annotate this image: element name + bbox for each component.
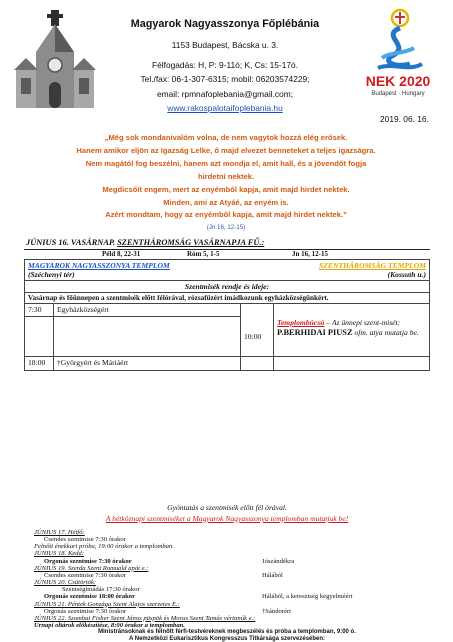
church-right-cell [241, 260, 430, 281]
quote-line: hirdetni nektek. [197, 171, 255, 181]
intention-cell: †Györgyért és Máriáért [54, 357, 241, 371]
church-left-cell [25, 260, 241, 281]
mass-schedule-table [24, 259, 430, 371]
table-row [25, 281, 430, 293]
table-row [25, 260, 430, 281]
office-hours: Félfogadás: H, P: 9-11ó; K, Cs: 15-17ó. [151, 60, 299, 70]
quote-line: Minden, ami az Atyáé, az enyém is. [163, 197, 289, 207]
gospel-quote [40, 132, 412, 235]
reading-3: Jn 16, 12-15 [292, 250, 328, 258]
quote-line: Nem magától fog beszélni, hanem azt mondja el, amit hall, és a jövendőt fogja [85, 158, 367, 168]
quote-line: „Még sok mondanivalóm volna, de nem vagytok hozzá elég erősek. [104, 133, 348, 142]
table-row [25, 357, 430, 371]
quote-reference: (Jn 16, 12-15) [206, 224, 246, 232]
schedule-line: Orgonás szentmise 7:30 órakor [44, 607, 127, 615]
day-heading: JÚNIUS 20. Csütörtök: [34, 579, 97, 587]
parish-title: Magyarok Nagyasszonya Főplébánia [130, 18, 320, 30]
intention-cell: Egyházközségért [54, 304, 241, 317]
schedule-line: Csendes szentmise 7:30 órakor [44, 571, 126, 579]
bulletin-date: 2019. 06. 16. [380, 114, 429, 124]
nek-logo-sub: Budapest · Hungary [371, 91, 425, 97]
quote-line: Megdicsőít engem, mert az enyémből kapja, amit majd hirdet nektek. [102, 184, 350, 194]
feast-text: – Az ünnepi szent-misét: [324, 317, 401, 327]
schedule-line: Felnőtt énekkari próba, 19:00 órakor a templomban. [34, 543, 174, 551]
time-cell: 18:00 [25, 357, 54, 371]
weekday-note: A hétköznapi szentmiséket a Magyarok Nagyasszonya templomban mutatjuk be! [105, 514, 349, 523]
schedule-line: Úrnapi oltárok előkészítése, 8:00 órakor a templomban. [34, 621, 185, 629]
sunday-feast: SZENTHÁROMSÁG VASÁRNAPJA FŰ.: [117, 238, 265, 247]
intention-text: Jószándékra [262, 557, 295, 565]
church-right-sub: (Kossuth u.) [387, 270, 426, 279]
quote-line: Hanem amikor eljön az Igazság Lelke, ő majd elvezet benneteket a teljes igazságra. [76, 145, 376, 155]
nek-logo-label: NEK 2020 [365, 73, 431, 89]
feast-mass-cell [274, 317, 430, 357]
intention-text: †Sándorért [262, 607, 291, 615]
footer-line: A Nemzetközi Eukarisztikus Kongresszus Titkársága szervezésében: [128, 636, 326, 642]
reading-2: Róm 5, 1-5 [187, 250, 220, 258]
nek-2020-logo [352, 6, 444, 98]
feast-text-end: ofm. atya mutatja be. [352, 327, 419, 337]
schedule-line: Csendes szentmise 7:30 órakor [44, 536, 126, 544]
day-heading: JÚNIUS 17. Hétfő: [34, 529, 85, 536]
priest-name: P.BERHIDAI PIUSZ [277, 327, 353, 337]
intention-text: Hálából, a keresztség kegyelméért [262, 593, 353, 601]
website-link[interactable]: www.rakospalotaifoplebania.hu [167, 103, 283, 113]
day-heading: JÚNIUS 22. Szombat Fisher Szent János püspök és Morus Szent Tamás vértanúk e.: [34, 614, 256, 622]
reading-1: Péld 8, 22-31 [102, 250, 141, 258]
time-cell: 7:30 [25, 304, 54, 317]
rosary-note: Vasárnap és főünnepen a szentmisék előtt félórával, rózsafüzért imádkozunk egyházközségünkért. [25, 293, 430, 304]
table-row [25, 293, 430, 304]
schedule-line: Orgonás szentmise 7:30 órakor [44, 557, 132, 565]
footer-line: Ministránsoknak és felnőtt férfi-testvéreknek megbeszélés és próba a templomban, 9:00 ó. [98, 629, 356, 636]
feast-title: Templombúcsú [277, 317, 325, 327]
church-right: SZENTHÁROMSÁG TEMPLOM [319, 261, 426, 270]
church-logo [14, 10, 96, 110]
intention-text: Hálából [262, 571, 283, 579]
church-left: MAGYAROK NAGYASSZONYA TEMPLOM [28, 261, 170, 270]
schedule-title: Szentmisék rendje és ideje: [25, 281, 430, 293]
table-row [25, 304, 430, 317]
parish-address: 1153 Budapest, Bácska u. 3. [171, 40, 279, 50]
confession-note: Gyóntatás a szentmisék előtt fél órával. [167, 503, 287, 512]
divider [24, 249, 430, 250]
schedule-line: Szentségimádás 17:30 órakor [62, 586, 140, 594]
time-cell: 10:00 [241, 317, 274, 357]
table-row [25, 317, 430, 357]
sunday-heading [26, 238, 264, 247]
schedule-line: Orgonás szentmise 18:00 órakor [44, 593, 136, 601]
day-heading: JÚNIUS 18. Kedd: [34, 550, 84, 558]
phone-line: Tel./fax: 06-1-307-6315; mobil: 06203574229; [140, 74, 310, 84]
quote-line: Azért mondtam, hogy az enyémből kapja, amit majd hirdet nektek.” [105, 210, 347, 220]
church-left-sub: (Széchenyi tér) [28, 270, 75, 279]
email-line: email: rpmnafoplebania@gmail.com; [156, 89, 294, 99]
sunday-date: JÚNIUS 16. VASÁRNAP. [26, 238, 116, 247]
day-heading: JÚNIUS 19. Szerda Szent Romuald apát e.: [34, 564, 149, 572]
day-heading: JÚNIUS 21. Péntek Gonzága Szent Alajos szerzetes E.: [34, 600, 180, 608]
